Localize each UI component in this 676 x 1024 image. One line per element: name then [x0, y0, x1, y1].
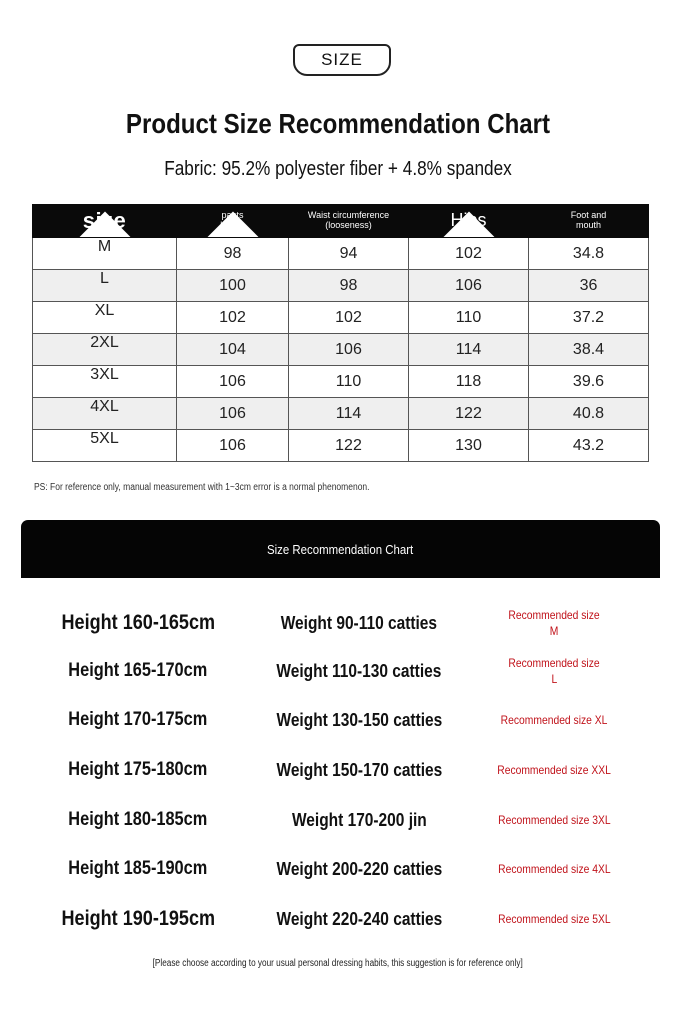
header-hips: Hips: [409, 205, 529, 238]
recommendation-row: [0, 899, 676, 939]
table-cell: 106: [289, 334, 409, 366]
recommended-size: Recommended size L: [508, 655, 600, 686]
table-cell: 106: [177, 430, 289, 462]
recommended-size: Recommended size XL: [500, 712, 608, 727]
table-cell: 122: [289, 430, 409, 462]
table-cell: 122: [409, 398, 529, 430]
table-cell: 5XL: [33, 430, 177, 462]
table-cell: 98: [177, 238, 289, 270]
table-row: [33, 398, 649, 430]
size-table: [32, 204, 649, 462]
table-cell: 102: [409, 238, 529, 270]
height-range: Height 170-175cm: [68, 709, 208, 730]
table-cell: 36: [529, 270, 649, 302]
table-row: [33, 238, 649, 270]
table-row: [33, 430, 649, 462]
table-cell: 102: [177, 302, 289, 334]
table-cell: 130: [409, 430, 529, 462]
recommendation-banner: [21, 520, 660, 578]
weight-range: Weight 90-110 catties: [280, 612, 438, 633]
height-range: Height 180-185cm: [68, 809, 208, 830]
banner-title: Size Recommendation Chart: [267, 541, 414, 557]
table-cell: M: [33, 238, 177, 270]
recommendation-row: [0, 700, 676, 740]
table-header-row: [33, 205, 649, 238]
table-row: [33, 270, 649, 302]
weight-range: Weight 150-170 catties: [276, 759, 442, 780]
weight-range: Weight 220-240 catties: [276, 908, 442, 929]
table-cell: 4XL: [33, 398, 177, 430]
height-range: Height 160-165cm: [61, 611, 215, 634]
table-cell: 43.2: [529, 430, 649, 462]
weight-range: Weight 130-150 catties: [276, 709, 442, 730]
size-tag: SIZE: [293, 44, 391, 76]
table-cell: 114: [409, 334, 529, 366]
page-title: Product Size Recommendation Chart: [125, 108, 551, 139]
recommendation-row: [0, 800, 676, 840]
footer-note: [Please choose according to your usual personal dressing habits, this suggestion is for reference only]: [152, 958, 524, 969]
table-cell: 2XL: [33, 334, 177, 366]
header-pants-length: pants length: [177, 205, 289, 238]
recommendation-row: [0, 750, 676, 790]
height-range: Height 175-180cm: [68, 759, 208, 780]
table-row: [33, 302, 649, 334]
recommended-size: Recommended size 5XL: [497, 911, 611, 926]
header-size: size: [33, 205, 177, 238]
weight-range: Weight 200-220 catties: [276, 858, 442, 879]
table-cell: 106: [177, 366, 289, 398]
header-foot-mouth: Foot and mouth: [529, 205, 649, 238]
table-row: [33, 366, 649, 398]
recommendation-row: [0, 603, 676, 643]
height-range: Height 185-190cm: [68, 858, 208, 879]
table-cell: 40.8: [529, 398, 649, 430]
table-cell: L: [33, 270, 177, 302]
weight-range: Weight 110-130 catties: [276, 660, 442, 681]
measurement-note: PS: For reference only, manual measurement with 1~3cm error is a normal phenomenon.: [34, 482, 370, 493]
recommendation-row: [0, 849, 676, 889]
table-cell: 38.4: [529, 334, 649, 366]
table-cell: 106: [177, 398, 289, 430]
height-range: Height 165-170cm: [68, 660, 208, 681]
table-cell: XL: [33, 302, 177, 334]
table-cell: 3XL: [33, 366, 177, 398]
recommendation-row: [0, 651, 676, 691]
table-cell: 102: [289, 302, 409, 334]
recommended-size: Recommended size 3XL: [497, 812, 611, 827]
table-row: [33, 334, 649, 366]
header-waist: Waist circumference (looseness): [289, 205, 409, 238]
recommended-size: Recommended size 4XL: [497, 861, 611, 876]
table-cell: 118: [409, 366, 529, 398]
recommended-size: Recommended size M: [508, 607, 600, 638]
table-cell: 114: [289, 398, 409, 430]
recommended-size: Recommended size XXL: [497, 762, 611, 777]
table-cell: 34.8: [529, 238, 649, 270]
fabric-composition: Fabric: 95.2% polyester fiber + 4.8% spandex: [164, 158, 512, 180]
table-cell: 98: [289, 270, 409, 302]
table-cell: 110: [409, 302, 529, 334]
table-cell: 94: [289, 238, 409, 270]
table-cell: 39.6: [529, 366, 649, 398]
table-cell: 110: [289, 366, 409, 398]
weight-range: Weight 170-200 jin: [291, 809, 427, 830]
table-cell: 106: [409, 270, 529, 302]
table-cell: 100: [177, 270, 289, 302]
table-cell: 104: [177, 334, 289, 366]
height-range: Height 190-195cm: [61, 907, 215, 930]
table-cell: 37.2: [529, 302, 649, 334]
